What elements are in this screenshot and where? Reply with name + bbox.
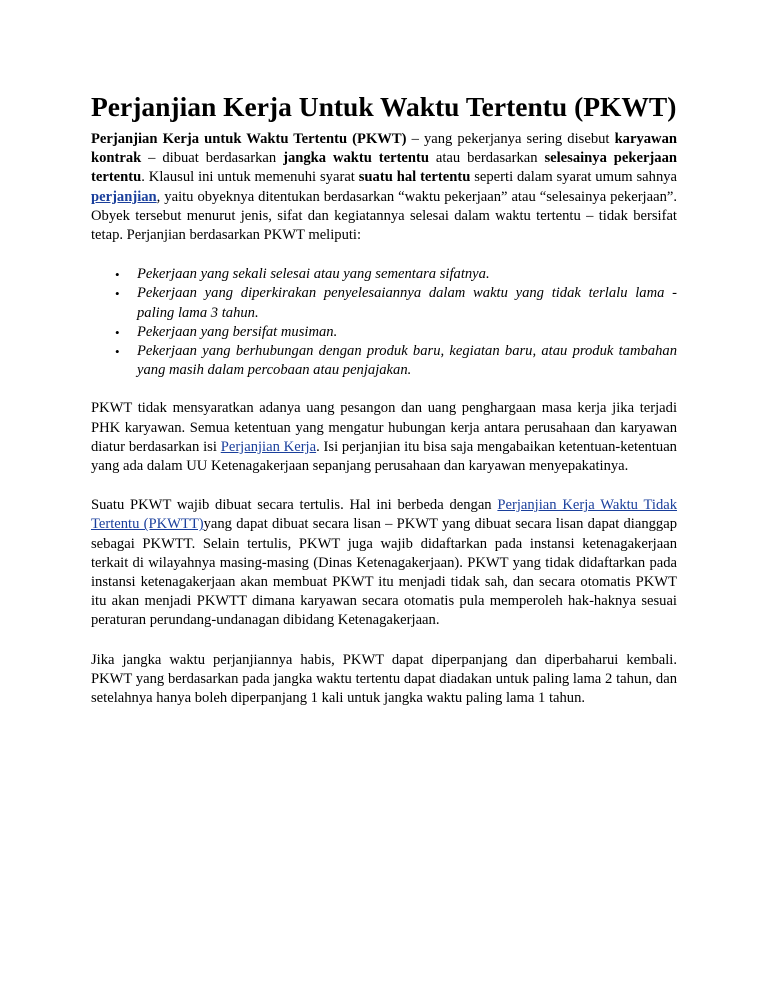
intro-paragraph: Perjanjian Kerja untuk Waktu Tertentu (PKWT) – yang pekerjanya sering disebut karyawan kontrak – dibuat berdasarkan jangka waktu tertentu atau berdasarkan selesainya pekerjaan tertentu. Klausul ini untuk memenuhi syarat suatu hal tertentu seperti dalam syarat umum sahnya perjanjian, yaitu obyeknya ditentukan berdasarkan “waktu pekerjaan” atau “selesainya pekerjaan”. Obyek tersebut menurut jenis, sifat dan kegiatannya selesai dalam waktu tertentu – tidak bersifat tetap. Perjanjian berdasarkan PKWT meliputi: [91, 131, 678, 244]
perjanjian-kerja-link[interactable]: Perjanjian Kerja [220, 438, 317, 455]
list-item: • Pekerjaan yang diperkirakan penyelesaiannya dalam waktu yang tidak terlalu lama - paling lama 3 tahun. [115, 285, 677, 321]
bold-term-karyawan-kontrak: karyawan kontrak [91, 131, 677, 167]
bold-term-suatu-hal: suatu hal tertentu [358, 169, 471, 186]
bullet-icon: • [115, 344, 120, 360]
perjanjian-link[interactable]: perjanjian [91, 188, 157, 205]
bold-term-jangka-waktu: jangka waktu tertentu [283, 150, 429, 167]
bold-term-pkwt: Perjanjian Kerja untuk Waktu Tertentu (PKWT) [91, 131, 407, 147]
list-item: • Pekerjaan yang sekali selesai atau yang sementara sifatnya. [137, 265, 677, 284]
tertulis-paragraph: Suatu PKWT wajib dibuat secara tertulis. Hal ini berbeda dengan Perjanjian Kerja Waktu Tidak Tertentu (PKWTT)yang dapat dibuat secara lisan – PKWT yang dibuat secara lisan dapat dianggap sebagai PKWTT. Selain tertulis, PKWT juga wajib didaftarkan pada instansi ketenagakerjaan terkait di wilayahnya masing-masing (Dinas Ketenagakerjaan). PKWT yang tidak didaftarkan pada instansi ketenagakerjaan akan membuat PKWT itu menjadi tidak sah, dan secara otomatis PKWT itu akan menjadi PKWTT dimana karyawan secara otomatis pula memperoleh hak-haknya sesuai peraturan perundang-undanagan dibidang Ketenagakerjaan. [91, 497, 678, 629]
bullet-icon: • [115, 267, 120, 283]
pkwtt-link[interactable]: Perjanjian Kerja Waktu Tidak Tertentu (PKWTT) [91, 497, 678, 533]
list-item: • Pekerjaan yang berhubungan dengan produk baru, kegiatan baru, atau produk tambahan yang masih dalam percobaan atau penjajakan. [115, 343, 677, 379]
pesangon-paragraph: PKWT tidak mensyaratkan adanya uang pesangon dan uang penghargaan masa kerja jika terjadi PHK karyawan. Semua ketentuan yang mengatur hubungan kerja antara perusahaan dan karyawan diatur berdasarkan isi Perjanjian Kerja. Isi perjanjian itu bisa saja mengabaikan ketentuan-ketentuan yang ada dalam UU Ketenagakerjaan sepanjang perusahaan dan karyawan menyepakatinya. [91, 400, 677, 475]
bullet-icon: • [115, 324, 120, 340]
pkwt-criteria-list [91, 265, 677, 380]
perpanjangan-paragraph: Jika jangka waktu perjanjiannya habis, PKWT dapat diperpanjang dan diperbaharui kembali. PKWT yang berdasarkan pada jangka waktu tertentu dapat diadakan untuk paling lama 2 tahun, dan setelahnya hanya boleh diperpanjang 1 kali untuk jangka waktu paling lama 1 tahun. [91, 651, 677, 707]
list-item: • Pekerjaan yang bersifat musiman. [137, 323, 677, 342]
bullet-icon: • [115, 286, 120, 302]
page-title: Perjanjian Kerja Untuk Waktu Tertentu (PKWT) [91, 91, 677, 122]
bold-term-selesainya-pekerjaan: selesainya pekerjaan tertentu [91, 150, 677, 186]
